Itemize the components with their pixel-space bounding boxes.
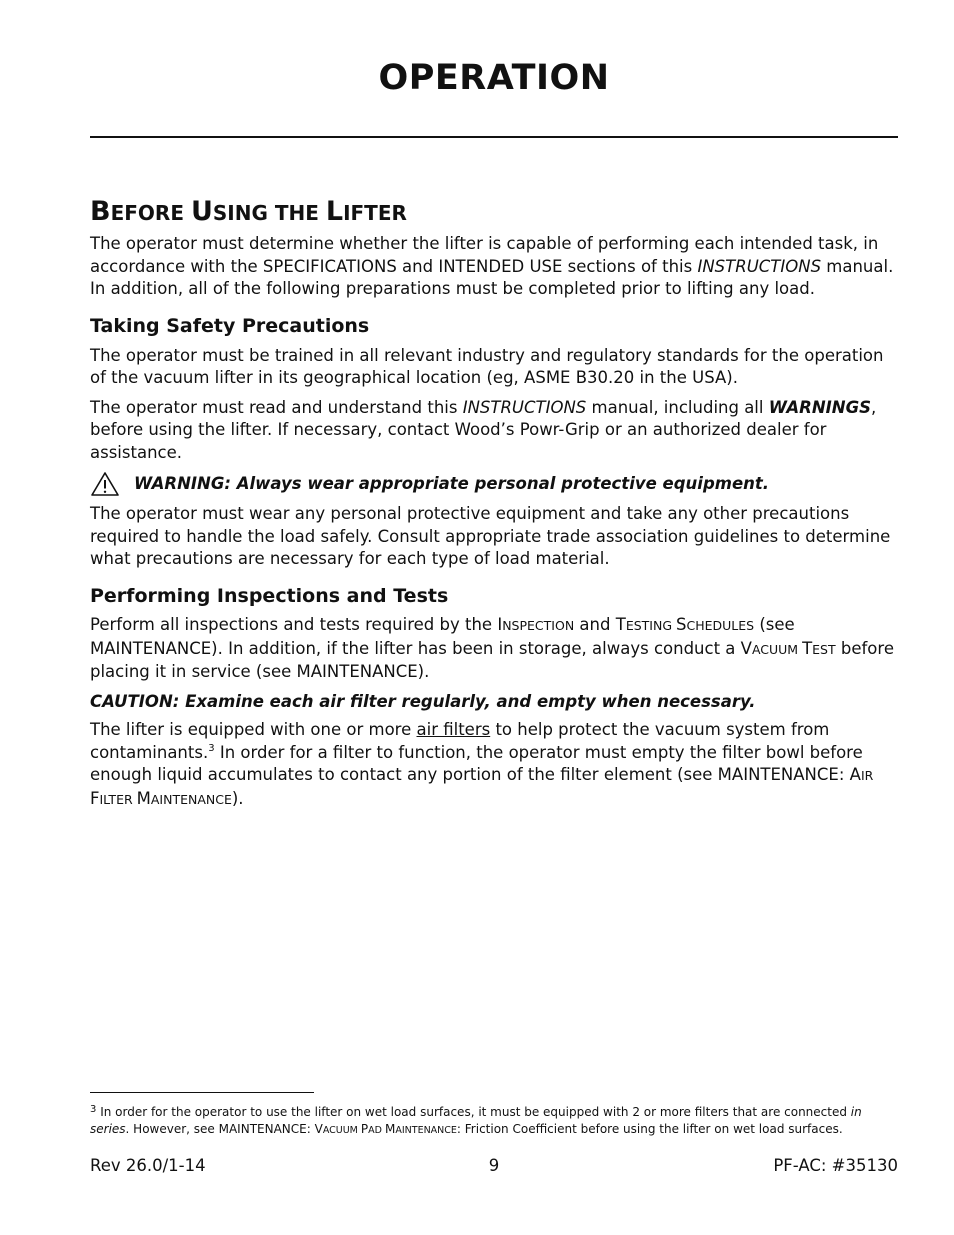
page-number: 9: [488, 1156, 500, 1175]
safety-heading: Taking Safety Precautions: [90, 314, 370, 337]
intro-paragraph: The operator must determine whether the lifter is capable of performing each intended task, in accordance with the SPECIFICATIONS and INTENDED USE sections of this INSTRUCTIONS manual. In addition, all of the following preparations must be completed prior to lifting any load.: [90, 234, 894, 299]
inspections-paragraph-1: Perform all inspections and tests required by the INSPECTION and TESTING SCHEDULES (see MAINTENANCE). In addition, if the lifter has been in storage, always conduct a VACUUM TEST before placing it in service (see MAINTENANCE).: [90, 615, 894, 682]
warning-notice: [90, 471, 898, 497]
revision-label: Rev 26.0/1-14: [90, 1156, 206, 1175]
inspections-paragraph-2: The lifter is equipped with one or more air filters to help protect the vacuum system from contaminants.$^3$ In order for a filter to function, the operator must empty the filter bowl before enough liquid accumulates to contact any portion of the filter element (see MAINTENANCE: AIR FILTER MAINTENANCE).: [90, 720, 874, 808]
title-divider: [90, 136, 898, 138]
caution-notice: CAUTION: Examine each air filter regularly, and empty when necessary.: [90, 691, 756, 711]
page-title: OPERATION: [378, 58, 610, 98]
air-filters-link[interactable]: air filters: [416, 720, 491, 740]
warning-triangle-icon: [90, 471, 120, 497]
warning-text: WARNING: Always wear appropriate personal protective equipment.: [134, 473, 770, 493]
document-number: PF-AC: #35130: [773, 1156, 898, 1175]
inspections-heading: Performing Inspections and Tests: [90, 584, 449, 607]
footnote: $^3$ In order for the operator to use the lifter on wet load surfaces, it must be equipped with 2 or more filters that are connected in series. However, see MAINTENANCE: VACUUM PAD MAINTENANCE: Friction Coefficient before using the lifter on wet load surfaces.: [90, 1104, 862, 1136]
footnote-ref[interactable]: 3: [208, 742, 215, 754]
section-heading: BEFORE USING THE LIFTER: [90, 196, 407, 227]
safety-paragraph-3: The operator must wear any personal protective equipment and take any other precautions required to handle the load safely. Consult appropriate trade association guidelines to determine what precautions are necessary for each type of load material.: [90, 504, 891, 569]
safety-paragraph-1: The operator must be trained in all relevant industry and regulatory standards for the operation of the vacuum lifter in its geographical location (eg, ASME B30.20 in the USA).: [90, 345, 884, 388]
safety-paragraph-2: The operator must read and understand this INSTRUCTIONS manual, including all WARNINGS, before using the lifter. If necessary, contact Wood’s Powr-Grip or an authorized dealer for assistance.: [90, 397, 877, 462]
page-content: [90, 196, 898, 818]
footnote-divider: [90, 1092, 314, 1093]
document-page: [90, 0, 898, 1235]
